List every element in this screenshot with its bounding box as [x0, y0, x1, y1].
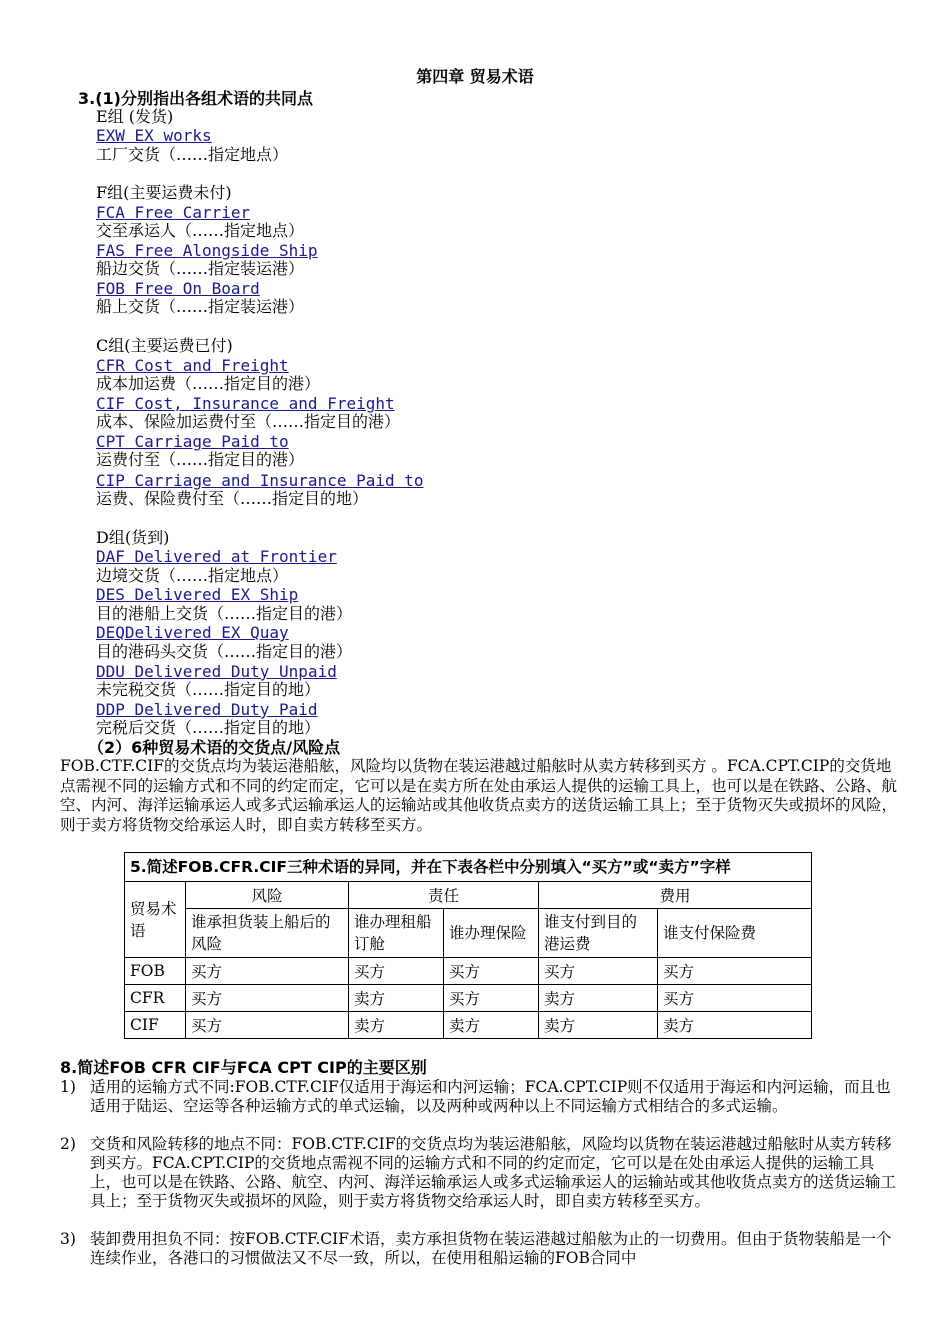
term-ddp[interactable] [96, 700, 318, 719]
table-cell: 卖方 [539, 985, 658, 1012]
list-item [60, 1078, 898, 1116]
subcol-header: 谁支付到目的港运费 [539, 909, 658, 958]
table-heading: 5.简述FOB.CFR.CIF三种术语的异同，并在下表各栏中分别填入“买方”或“卖方”字样 [125, 853, 812, 882]
term-cip-zh: 运费、保险费付至（……指定目的地） [96, 489, 369, 508]
term-fob[interactable] [96, 279, 260, 298]
list-number: 2) [60, 1135, 76, 1153]
term-en: Free Alongside Ship [124, 241, 318, 260]
term-abbr: DAF [96, 547, 125, 566]
term-fas[interactable] [96, 241, 318, 260]
term-cfr-zh: 成本加运费（……指定目的港） [96, 374, 321, 393]
term-cfr[interactable] [96, 356, 289, 375]
col-term-header: 贸易术语 [125, 882, 186, 958]
group-d-name: D组(货到) [96, 528, 170, 547]
term-deq-zh: 目的港码头交货（……指定目的港） [96, 642, 353, 661]
table-cell: 买方 [539, 958, 658, 985]
subcol-header: 谁办理保险 [444, 909, 539, 958]
term-abbr: FOB [96, 279, 125, 298]
term-en: Free On Board [124, 279, 260, 298]
subcol-header: 谁支付保险费 [658, 909, 812, 958]
term-fca-zh: 交至承运人（……指定地点） [96, 221, 305, 240]
table-row [125, 958, 812, 985]
table-row [125, 985, 812, 1012]
table-cell: 买方 [658, 985, 812, 1012]
table-cell: 卖方 [349, 1012, 444, 1039]
term-daf[interactable] [96, 547, 337, 566]
table-cell: 卖方 [349, 985, 444, 1012]
term-cif-zh: 成本、保险加运费付至（……指定目的港） [96, 412, 401, 431]
term-abbr: EXW [96, 126, 125, 145]
list-number: 3) [60, 1230, 76, 1248]
q3-heading: 3.(1)分别指出各组术语的共同点 [78, 89, 313, 108]
term-abbr: DDU [96, 662, 125, 681]
term-en: Delivered at Frontier [124, 547, 337, 566]
subcol-header: 谁承担货装上船后的风险 [186, 909, 349, 958]
term-en: Delivered EX Ship [124, 585, 299, 604]
table-cell: 买方 [186, 985, 349, 1012]
table-cell: 买方 [186, 1012, 349, 1039]
term-fas-zh: 船边交货（……指定装运港） [96, 259, 305, 278]
term-abbr: CIP [96, 471, 125, 490]
chapter-title: 第四章 贸易术语 [416, 67, 534, 86]
table-cell: 卖方 [444, 1012, 539, 1039]
q3-sub2-text: FOB.CTF.CIF的交货点均为装运港船舷，风险均以货物在装运港越过船舷时从卖方转移到买方 。FCA.CPT.CIP的交货地点需视不同的运输方式和不同的约定而定，它可以是在卖方所在处由承运人提供的运输工具上，也可以是在铁路、公路、航空、内河、海洋运输承运人或多式运输承运人的运输站或其他收货点卖方的送货运输工具上；至于货物灭失或损坏的风险，则于卖方将货物交给承运人时，即自卖方转移至买方。 [60, 757, 898, 834]
term-en: Free Carrier [124, 203, 251, 222]
subcol-header: 谁办理租船订舱 [349, 909, 444, 958]
term-abbr: DDP [96, 700, 125, 719]
table-cell: 卖方 [658, 1012, 812, 1039]
row-term: CFR [125, 985, 186, 1012]
list-item [60, 1230, 898, 1268]
term-abbr: CPT [96, 432, 125, 451]
group-cost-header: 费用 [539, 882, 812, 909]
term-ddp-zh: 完税后交货（……指定目的地） [96, 718, 321, 737]
term-en: Carriage Paid to [124, 432, 289, 451]
term-cpt[interactable] [96, 432, 289, 451]
term-en: Cost, Insurance and Freight [124, 394, 395, 413]
term-abbr: FAS [96, 241, 125, 260]
term-cif[interactable] [96, 394, 395, 413]
group-f-name: F组(主要运费未付) [96, 183, 232, 202]
term-exw[interactable] [96, 126, 212, 145]
term-en: Carriage and Insurance Paid to [124, 471, 424, 490]
term-abbr: CIF [96, 394, 125, 413]
terms-table [124, 852, 812, 1039]
group-e-name: E组 (发货) [96, 107, 174, 126]
term-en: Delivered Duty Unpaid [124, 662, 337, 681]
table-cell: 买方 [658, 958, 812, 985]
term-ddu[interactable] [96, 662, 337, 681]
term-en: Delivered Duty Paid [124, 700, 318, 719]
term-cip[interactable] [96, 471, 424, 490]
list-text: 适用的运输方式不同:FOB.CTF.CIF仅适用于海运和内河运输；FCA.CPT.CIP则不仅适用于海运和内河运输，而且也适用于陆运、空运等各种运输方式的单式运输，以及两种或两种以上不同运输方式相结合的多式运输。 [90, 1078, 891, 1115]
term-abbr: DEQ [96, 623, 125, 642]
table-row [125, 1012, 812, 1039]
q3-sub2-heading: （2）6种贸易术语的交货点/风险点 [88, 738, 341, 757]
row-term: FOB [125, 958, 186, 985]
term-abbr: CFR [96, 356, 125, 375]
term-des[interactable] [96, 585, 298, 604]
table-cell: 买方 [444, 985, 539, 1012]
term-abbr: FCA [96, 203, 125, 222]
list-number: 1) [60, 1078, 76, 1096]
list-text: 交货和风险转移的地点不同：FOB.CTF.CIF的交货点均为装运港船舷，风险均以货物在装运港越过船舷时从卖方转移到买方。FCA.CPT.CIP的交货地点需视不同的运输方式和不同的约定而定，它可以是在处由承运人提供的运输工具上，也可以是在铁路、公路、航空、内河、海洋运输承运人或多式运输承运人的运输站或其他收货点卖方的送货运输工具上；至于货物灭失或损坏的风险，则于卖方将货物交给承运人时，即自卖方转移至买方。 [90, 1135, 897, 1210]
group-risk-header: 风险 [186, 882, 349, 909]
term-fob-zh: 船上交货（……指定装运港） [96, 297, 305, 316]
term-deq[interactable] [96, 623, 289, 642]
row-term: CIF [125, 1012, 186, 1039]
term-des-zh: 目的港船上交货（……指定目的港） [96, 604, 353, 623]
term-en: EX works [124, 126, 212, 145]
table-cell: 买方 [186, 958, 349, 985]
list-text: 装卸费用担负不同：按FOB.CTF.CIF术语，卖方承担货物在装运港越过船舷为止的一切费用。但由于货物装船是一个连续作业，各港口的习惯做法又不尽一致，所以，在使用租船运输的FOB合同中 [90, 1230, 892, 1267]
group-c-name: C组(主要运费已付) [96, 336, 233, 355]
group-resp-header: 责任 [349, 882, 539, 909]
term-abbr: DES [96, 585, 125, 604]
table-cell: 买方 [444, 958, 539, 985]
term-en: Cost and Freight [124, 356, 289, 375]
term-ddu-zh: 未完税交货（……指定目的地） [96, 680, 321, 699]
term-daf-zh: 边境交货（……指定地点） [96, 566, 289, 585]
list-item [60, 1135, 898, 1211]
term-en: Delivered EX Quay [124, 623, 289, 642]
table-cell: 卖方 [539, 1012, 658, 1039]
term-fca[interactable] [96, 203, 250, 222]
term-cpt-zh: 运费付至（……指定目的港） [96, 450, 305, 469]
table-cell: 买方 [349, 958, 444, 985]
q8-heading: 8.简述FOB CFR CIF与FCA CPT CIP的主要区别 [60, 1058, 427, 1077]
term-exw-zh: 工厂交货（……指定地点） [96, 145, 289, 164]
